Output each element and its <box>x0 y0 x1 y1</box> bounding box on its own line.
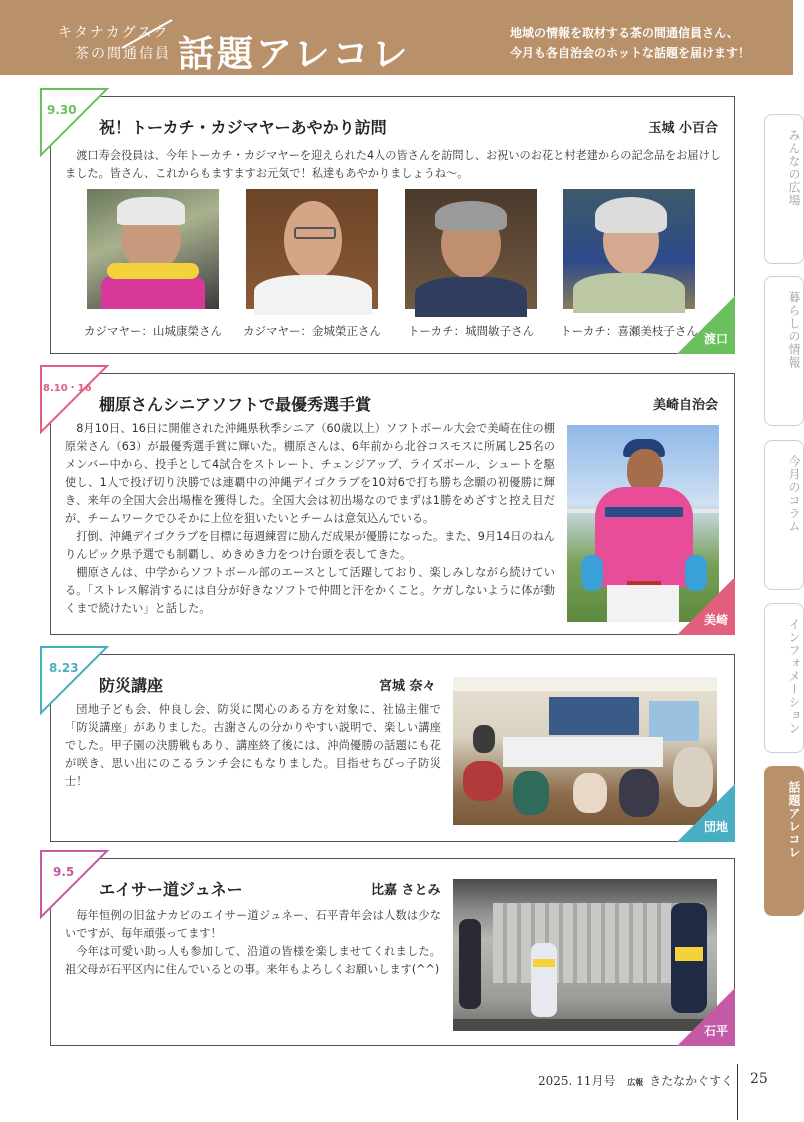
side-tab-minna-no-hiroba[interactable]: みんなの広場 <box>764 114 804 264</box>
header-description-line2: 今月も各自治会のホットな話題を届けます！ <box>510 46 751 60</box>
article-paragraph: 毎年恒例の旧盆ナカビのエイサー道ジュネー、石平青年会は人数は少ないですが、毎年頑張ってます！ <box>65 909 441 940</box>
issue-label: 2025. 11月号 <box>538 1074 616 1088</box>
photo-caption: トーカチ：城間敏子さん <box>407 324 535 338</box>
article-paragraph: 今年は可愛い助っ人も参加して、沿道の皆様を楽しませてくれました。祖父母が石平区内に住んでいるとの事。来年もよろしくお願いします(^^) <box>65 945 441 976</box>
location-label: 石平 <box>703 1024 728 1038</box>
header-subtitle: 茶の間通信員 <box>75 46 171 62</box>
side-tab-wadai-arekore[interactable]: 話題アレコレ <box>764 766 804 916</box>
article-title: 防災講座 <box>99 676 164 695</box>
header-description-line1: 地域の情報を取材する茶の間通信員さん、 <box>510 26 739 40</box>
header-title: 話題アレコレ <box>178 34 411 75</box>
article-body <box>65 701 441 791</box>
article-author: 美崎自治会 <box>652 398 718 413</box>
footer-divider <box>737 1064 738 1120</box>
article-body <box>65 907 441 979</box>
location-label: 団地 <box>703 820 728 834</box>
portrait-photo <box>563 189 695 309</box>
page-header <box>0 0 793 75</box>
article-date: 8.10・16 <box>43 383 92 394</box>
photo-caption: カジマヤー：金城榮正さん <box>243 324 381 338</box>
article-date: 9.30 <box>47 103 77 117</box>
portrait-photo <box>87 189 219 309</box>
location-label: 渡口 <box>703 332 728 346</box>
header-swoosh <box>120 14 180 54</box>
side-tab-kurashi-no-joho[interactable]: 暮らしの情報 <box>764 276 804 426</box>
page-footer <box>538 1072 733 1089</box>
article-card-bousai <box>50 654 735 842</box>
location-label: 美崎 <box>703 613 728 627</box>
article-card-eisa <box>50 858 735 1046</box>
article-author: 比嘉 さとみ <box>371 883 441 898</box>
article-author: 宮城 奈々 <box>379 679 436 694</box>
side-tab-information[interactable]: インフォメーション <box>764 603 804 753</box>
article-paragraph: 8月10日、16日に開催された沖縄県秋季シニア（60歳以上）ソフトボール大会で美崎在住の棚原栄さん（63）が最優秀選手賞に輝いた。棚原さんは、6年前から北谷コスモスに所属し25名のメンバー中から、投手として4試合をストレート、チェンジアップ、ライズボール、シュートを駆使し、1人で投げ切り決勝では連覇中の沖縄デイゴクラブを10対6で打ち勝ち念願の初優勝に輝き、来年の全国大会出場権を獲得した。全国大会は初出場なのでまずは1勝をめざすと控え目だが、チームワークでひそかに上位を狙いたいとチームは意気込んでいる。 <box>65 422 555 525</box>
article-author: 玉城 小百合 <box>648 121 718 136</box>
article-title: 棚原さんシニアソフトで最優秀選手賞 <box>99 395 372 414</box>
article-card-softball <box>43 373 735 635</box>
article-title: 祝！トーカチ・カジマヤーあやかり訪問 <box>99 118 387 137</box>
portrait-photo <box>405 189 537 309</box>
page-number: 25 <box>750 1071 768 1087</box>
article-paragraph: 渡口寿会役員は、今年トーカチ・カジマヤーを迎えられた4人の皆さんを訪問し、お祝いのお花と村老建からの記念品をお届けしました。皆さん、これからもますますお元気で！私達もあやかりましょうね～。 <box>65 149 721 180</box>
article-card-tokachi <box>47 96 735 354</box>
article-date: 8.23 <box>49 661 79 675</box>
article-body <box>65 147 721 183</box>
article-body <box>65 420 555 618</box>
portrait-photo <box>246 189 378 309</box>
brand-name: きたなかぐすく <box>649 1074 734 1088</box>
article-title: エイサー道ジュネー <box>99 880 243 899</box>
side-tab-kongetsu-no-column[interactable]: 今月のコラム <box>764 440 804 590</box>
photo-caption: トーカチ：喜瀬美枝子さん <box>560 324 698 338</box>
header-kana: キタナカグスク <box>58 25 170 41</box>
photo-caption: カジマヤー：山城康榮さん <box>84 324 222 338</box>
article-date: 9.5 <box>53 865 75 879</box>
article-paragraph: 打倒、沖縄デイゴクラブを目標に毎週練習に励んだ成果が優勝になった。また、9月14日のねんりんピック県予選でも制覇し、めきめき力をつけ台頭を表してきた。 <box>65 530 555 561</box>
article-paragraph: 棚原さんは、中学からソフトボール部のエースとして活躍しており、楽しみしながら続けている。「ストレス解消するには自分が好きなソフトで仲間と汗をかくこと。ケガしないように体が動くまで続けたい」と話した。 <box>65 566 555 615</box>
article-paragraph: 団地子ども会、仲良し会、防災に関心のある方を対象に、社協主催で「防災講座」がありました。古謝さんの分かりやすい説明で、楽しい講座でした。甲子園の決勝戦もあり、講座終了後には、沖尚優勝の話題にも花が咲き、思い出にのこるランチ会にもなりました。目指せちびっ子防災士！ <box>65 703 441 788</box>
brand-small-label: 広報 <box>627 1077 644 1087</box>
